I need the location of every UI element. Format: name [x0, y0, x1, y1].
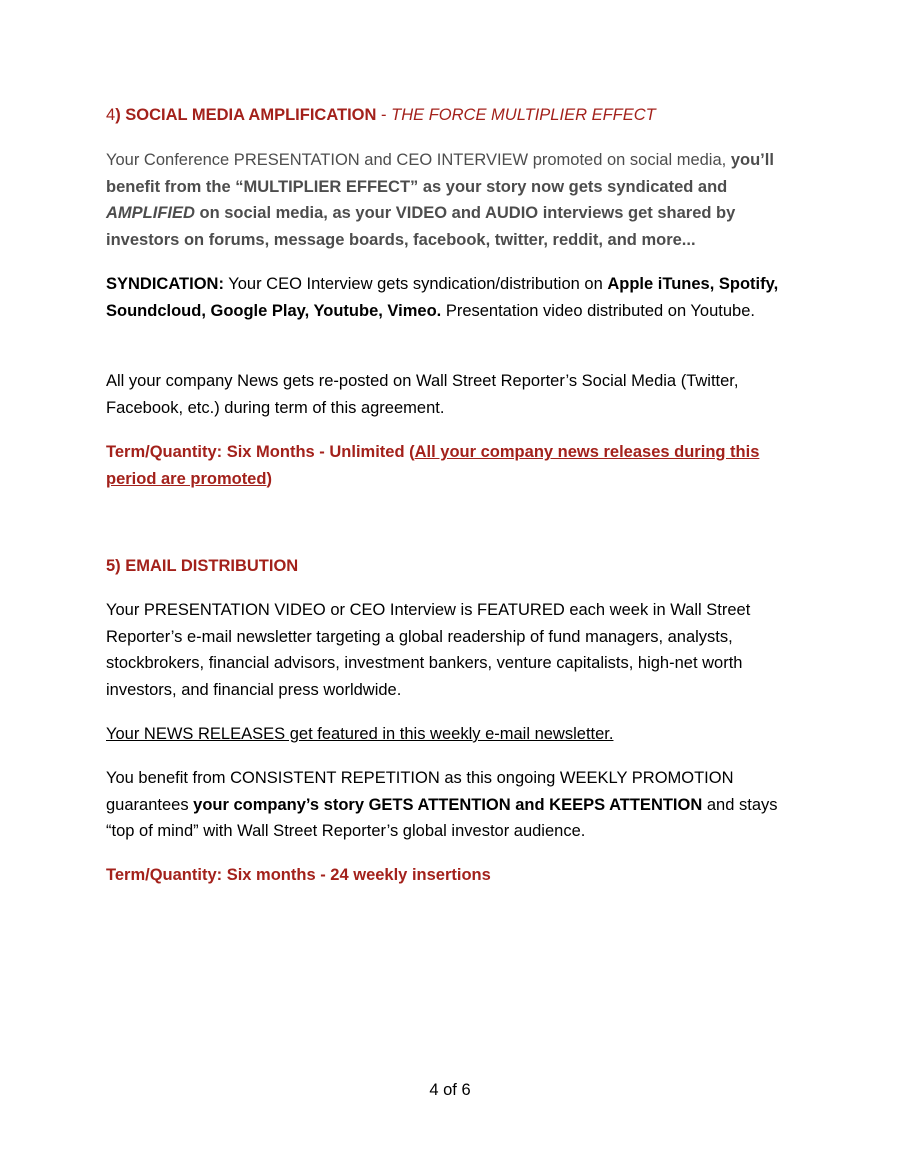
section-4-paragraph-2	[106, 271, 796, 324]
s4p2-text-a: Your CEO Interview gets syndication/distribution on	[223, 275, 608, 293]
section-5-paragraph-3	[106, 765, 796, 845]
s4p1-amplified: AMPLIFIED	[106, 204, 195, 222]
s4-term-label: Term/Quantity: Six Months - Unlimited (	[106, 443, 415, 461]
section-4-title: ) SOCIAL MEDIA AMPLIFICATION	[115, 106, 377, 124]
s4p2-platforms: Apple iTunes, Spotify, Soundcloud, Google Play, Youtube, Vimeo.	[106, 275, 779, 320]
s4p3-text: All your company News gets re-posted on Wall Street Reporter’s Social Media (Twitter, Facebook, etc.) during term of this agreement.	[106, 372, 739, 417]
page-number: 4 of 6	[429, 1081, 471, 1099]
s4p2-text-b: Presentation video distributed on Youtube.	[441, 301, 755, 320]
s4p1-bold-a: you’ll benefit from the “MULTIPLIER EFFECT” as your story now gets syndicated and	[106, 151, 774, 196]
s4-term-underlined: All your company news releases during this period are promoted	[106, 443, 760, 488]
section-5-paragraph-2	[106, 721, 796, 748]
s5p1-text: Your PRESENTATION VIDEO or CEO Interview is FEATURED each week in Wall Street Reporter’s e-mail newsletter targeting a global readership of fund managers, analysts, stockbrokers, financial advisors, investment bankers, venture capitalists, high-net worth investors, and financial press worldwide.	[106, 601, 751, 699]
section-4-term	[106, 439, 796, 492]
s5p2-text: Your NEWS RELEASES get featured in this weekly e-mail newsletter.	[106, 725, 614, 743]
section-5-heading: 5) EMAIL DISTRIBUTION	[106, 557, 299, 575]
section-4-paragraph-1	[106, 147, 796, 253]
s5p3-text-b: and stays “top of mind” with Wall Street Reporter’s global investor audience.	[106, 795, 778, 840]
section-4-subtitle: THE FORCE MULTIPLIER EFFECT	[391, 106, 656, 124]
section-5-paragraph-1	[106, 597, 796, 703]
s5p3-bold: your company’s story GETS ATTENTION and KEEPS ATTENTION	[193, 795, 703, 814]
syndication-label: SYNDICATION:	[106, 275, 224, 293]
s4-term-close: )	[266, 469, 272, 488]
section-4-heading	[106, 106, 656, 125]
section-4-number: 4	[106, 106, 116, 124]
section-5-term	[106, 862, 796, 889]
section-4-paragraph-3	[106, 368, 796, 421]
section-4-separator: -	[376, 106, 392, 124]
s5-term-text: Term/Quantity: Six months - 24 weekly insertions	[106, 866, 491, 884]
s4p1-intro: Your Conference PRESENTATION and CEO INTERVIEW promoted on social media,	[106, 151, 731, 169]
s4p1-bold-b: on social media, as your VIDEO and AUDIO interviews get shared by investors on forums, message boards, facebook, twitter, reddit, and more...	[106, 204, 736, 249]
s5p3-text-a: You benefit from CONSISTENT REPETITION as this ongoing WEEKLY PROMOTION guarantees	[106, 769, 734, 814]
